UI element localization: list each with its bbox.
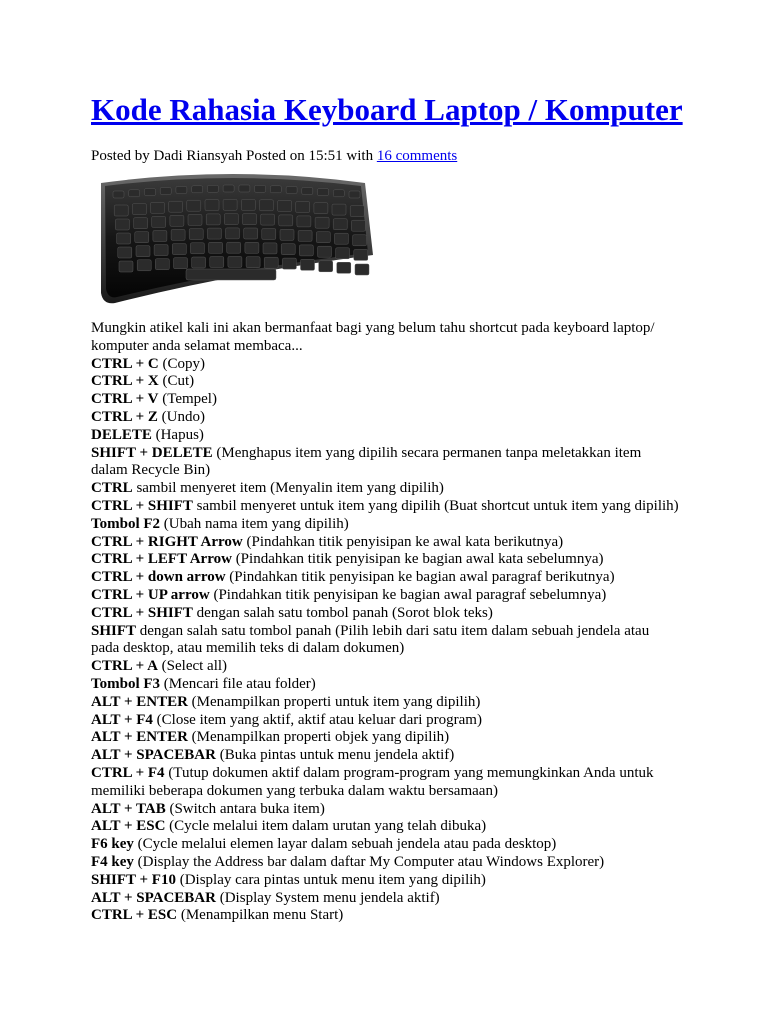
shortcut-item <box>91 872 681 890</box>
shortcut-description: (Pindahkan titik penyisipan ke awal kata berikutnya) <box>242 533 564 550</box>
shortcut-description: (Tutup dokumen aktif dalam program-program yang memungkinkan Anda untuk memiliki beberapa dokumen yang terbuka dalam waktu bersamaan) <box>91 764 654 799</box>
keyboard-key <box>337 262 351 273</box>
shortcut-item <box>91 623 681 659</box>
shortcut-item <box>91 498 681 516</box>
shortcut-key: ALT + ENTER <box>91 693 188 710</box>
shortcut-description: (Tempel) <box>158 391 217 408</box>
shortcut-key: CTRL + C <box>91 355 159 372</box>
keyboard-key <box>155 259 169 270</box>
keyboard-key <box>119 261 133 272</box>
keyboard-key <box>152 216 166 227</box>
shortcut-key: CTRL <box>91 480 133 497</box>
shortcut-item <box>91 373 681 391</box>
shortcut-key: CTRL + X <box>91 373 159 390</box>
keyboard-key <box>228 256 242 267</box>
keyboard-key <box>169 201 183 212</box>
keyboard-key <box>314 203 328 214</box>
keyboard-key <box>192 186 203 193</box>
shortcut-key: CTRL + SHIFT <box>91 604 193 621</box>
shortcut-description: (Hapus) <box>151 426 204 443</box>
shortcut-description: (Menampilkan properti objek yang dipilih) <box>187 729 450 746</box>
keyboard-key <box>226 228 240 239</box>
shortcut-description: sambil menyeret item (Menyalin item yang dipilih) <box>132 480 444 497</box>
keyboard-key <box>282 258 296 269</box>
shortcut-description: (Copy) <box>158 355 205 372</box>
keyboard-key <box>296 202 310 213</box>
shortcut-key: CTRL + V <box>91 391 159 408</box>
shortcut-key: SHIFT + F10 <box>91 871 176 888</box>
keyboard-image <box>91 169 375 305</box>
keyboard-key <box>170 215 184 226</box>
keyboard-key <box>134 218 148 229</box>
keyboard-key <box>187 200 201 211</box>
keyboard-key <box>189 229 203 240</box>
post-title[interactable]: Kode Rahasia Keyboard Laptop / Komputer <box>91 92 683 127</box>
shortcut-key: CTRL + down arrow <box>91 569 226 586</box>
keyboard-key <box>262 229 276 240</box>
keyboard-key <box>299 245 313 256</box>
keyboard-key <box>239 185 250 192</box>
shortcut-description: (Display System menu jendela aktif) <box>215 889 440 906</box>
keyboard-key <box>301 259 315 270</box>
keyboard-key <box>223 185 234 192</box>
shortcut-description: dengan salah satu tombol panah (Pilih lebih dari satu item dalam sebuah jendela atau pada desktop, atau memilih teks di dalam dokumen) <box>91 622 650 657</box>
keyboard-key <box>315 217 329 228</box>
shortcut-description: (Buka pintas untuk menu jendela aktif) <box>215 747 455 764</box>
keyboard-key <box>137 260 151 271</box>
shortcut-key: CTRL + LEFT Arrow <box>91 551 232 568</box>
shortcut-list <box>91 356 681 926</box>
shortcut-key: F6 key <box>91 836 134 853</box>
shortcut-item <box>91 729 681 747</box>
keyboard-key <box>207 228 221 239</box>
keyboard-key <box>246 257 260 268</box>
shortcut-item <box>91 890 681 908</box>
keyboard-key <box>255 185 266 192</box>
keyboard-key <box>154 245 168 256</box>
shortcut-description: (Menghapus item yang dipilih secara permanen tanpa meletakkan item dalam Recycle Bin) <box>91 444 642 479</box>
keyboard-key <box>174 258 188 269</box>
keyboard-key <box>297 216 311 227</box>
shortcut-description: (Mencari file atau folder) <box>160 675 316 692</box>
shortcut-description: (Menampilkan menu Start) <box>177 907 344 924</box>
keyboard-key <box>172 244 186 255</box>
shortcut-description: (Select all) <box>157 658 228 675</box>
keyboard-key <box>349 191 360 198</box>
shortcut-description: dengan salah satu tombol panah (Sorot blok teks) <box>192 604 493 621</box>
shortcut-key: F4 key <box>91 853 134 870</box>
shortcut-key: ALT + SPACEBAR <box>91 747 216 764</box>
keyboard-key <box>118 247 132 258</box>
keyboard-key <box>280 229 294 240</box>
shortcut-item <box>91 480 681 498</box>
keyboard-key <box>351 220 365 231</box>
keyboard-key <box>279 215 293 226</box>
shortcut-item <box>91 427 681 445</box>
shortcut-description: (Cycle melalui elemen layar dalam sebuah jendela atau pada desktop) <box>133 836 557 853</box>
shortcut-item <box>91 551 681 569</box>
keyboard-key <box>333 190 344 197</box>
shortcut-description: (Ubah nama item yang dipilih) <box>160 515 349 532</box>
comments-link[interactable]: 16 comments <box>376 148 458 164</box>
keyboard-key <box>336 248 350 259</box>
shortcut-item <box>91 747 681 765</box>
shortcut-key: DELETE <box>91 426 152 443</box>
shortcut-description: (Pindahkan titik penyisipan ke bagian awal paragraf sebelumnya) <box>209 586 607 603</box>
keyboard-key <box>318 246 332 257</box>
shortcut-key: CTRL + ESC <box>91 907 178 924</box>
keyboard-key <box>205 200 219 211</box>
keyboard-key <box>113 191 124 198</box>
keyboard-key <box>333 219 347 230</box>
keyboard-key <box>244 228 258 239</box>
keyboard-key <box>160 188 171 195</box>
shortcut-description: (Switch antara buka item) <box>165 800 325 817</box>
post-meta <box>91 147 457 165</box>
keyboard-key <box>350 206 364 217</box>
shortcut-item <box>91 409 681 427</box>
keyboard-key <box>129 190 140 197</box>
keyboard-key <box>332 204 346 215</box>
keyboard-key <box>151 202 165 213</box>
keyboard-key <box>298 230 312 241</box>
shortcut-item <box>91 818 681 836</box>
shortcut-item <box>91 854 681 872</box>
shortcut-item <box>91 445 681 481</box>
shortcut-key: SHIFT <box>91 622 137 639</box>
shortcut-description: (Cycle melalui item dalam urutan yang telah dibuka) <box>165 818 487 835</box>
keyboard-key <box>286 187 297 194</box>
post-content <box>91 320 681 925</box>
shortcut-key: CTRL + Z <box>91 408 158 425</box>
keyboard-key <box>136 246 150 257</box>
intro-paragraph: Mungkin atikel kali ini akan bermanfaat bagi yang belum tahu shortcut pada keyboard laptop/ komputer anda selamat membaca... <box>91 320 655 354</box>
shortcut-item <box>91 694 681 712</box>
keyboard-key <box>316 232 330 243</box>
keyboard-key <box>192 257 206 268</box>
shortcut-key: CTRL + A <box>91 658 158 675</box>
shortcut-item <box>91 569 681 587</box>
keyboard-key <box>245 242 259 253</box>
keyboard-key <box>243 214 257 225</box>
shortcut-key: CTRL + RIGHT Arrow <box>91 533 243 550</box>
shortcut-item <box>91 676 681 694</box>
keyboard-key <box>278 201 292 212</box>
keyboard-key <box>115 219 129 230</box>
keyboard-key <box>224 214 238 225</box>
shortcut-item <box>91 391 681 409</box>
keyboard-key <box>270 186 281 193</box>
shortcut-description: (Pindahkan titik penyisipan ke bagian awal paragraf berikutnya) <box>225 569 615 586</box>
keyboard-key <box>153 231 167 242</box>
keyboard-key <box>263 243 277 254</box>
shortcut-key: CTRL + SHIFT <box>91 497 193 514</box>
shortcut-item <box>91 836 681 854</box>
shortcut-key: ALT + ENTER <box>91 729 188 746</box>
shortcut-key: Tombol F2 <box>91 515 161 532</box>
keyboard-key <box>223 199 237 210</box>
keyboard-key <box>207 185 218 192</box>
keyboard-key <box>354 249 368 260</box>
shortcut-key: Tombol F3 <box>91 675 161 692</box>
keyboard-key <box>334 233 348 244</box>
shortcut-key: CTRL + UP arrow <box>91 586 210 603</box>
shortcut-item <box>91 765 681 801</box>
keyboard-key <box>261 214 275 225</box>
keyboard-key <box>190 243 204 254</box>
keyboard-key <box>259 200 273 211</box>
shortcut-description: (Menampilkan properti untuk item yang dipilih) <box>187 693 481 710</box>
shortcut-item <box>91 658 681 676</box>
keyboard-key <box>281 244 295 255</box>
shortcut-description: (Display the Address bar dalam daftar My Computer atau Windows Explorer) <box>133 853 605 870</box>
keyboard-key <box>188 214 202 225</box>
keyboard-key <box>318 189 329 196</box>
post-meta-author: Posted by Dadi Riansyah Posted on 15:51 with <box>91 148 377 164</box>
shortcut-key: ALT + SPACEBAR <box>91 889 216 906</box>
shortcut-item <box>91 605 681 623</box>
shortcut-item <box>91 516 681 534</box>
keyboard-key <box>210 257 224 268</box>
shortcut-description: (Close item yang aktif, aktif atau keluar dari program) <box>152 711 482 728</box>
keyboard-key <box>355 264 369 275</box>
shortcut-description: sambil menyeret untuk item yang dipilih (Buat shortcut untuk item yang dipilih) <box>192 497 679 514</box>
keyboard-key <box>227 242 241 253</box>
shortcut-key: ALT + TAB <box>91 800 166 817</box>
shortcut-description: (Cut) <box>158 373 195 390</box>
shortcut-key: ALT + ESC <box>91 818 166 835</box>
shortcut-item <box>91 907 681 925</box>
shortcut-item <box>91 712 681 730</box>
keyboard-key <box>135 232 149 243</box>
shortcut-item <box>91 534 681 552</box>
keyboard-key <box>353 235 367 246</box>
keyboard-key <box>117 233 131 244</box>
keyboard-key <box>319 261 333 272</box>
shortcut-description: (Display cara pintas untuk menu item yang dipilih) <box>175 871 486 888</box>
keyboard-key <box>209 242 223 253</box>
shortcut-item <box>91 801 681 819</box>
keyboard-key <box>145 189 156 196</box>
keyboard-key <box>114 205 128 216</box>
shortcut-item <box>91 587 681 605</box>
shortcut-item <box>91 356 681 374</box>
keyboard-spacebar <box>186 269 276 280</box>
keyboard-key <box>132 204 146 215</box>
shortcut-key: SHIFT + DELETE <box>91 444 213 461</box>
keyboard-key <box>206 214 220 225</box>
shortcut-key: ALT + F4 <box>91 711 153 728</box>
keyboard-key <box>176 187 187 194</box>
keyboard-key <box>171 229 185 240</box>
shortcut-description: (Pindahkan titik penyisipan ke bagian awal kata sebelumnya) <box>231 551 604 568</box>
keyboard-key <box>302 188 313 195</box>
shortcut-description: (Undo) <box>157 408 205 425</box>
shortcut-key: CTRL + F4 <box>91 764 165 781</box>
keyboard-key <box>264 257 278 268</box>
keyboard-key <box>241 199 255 210</box>
